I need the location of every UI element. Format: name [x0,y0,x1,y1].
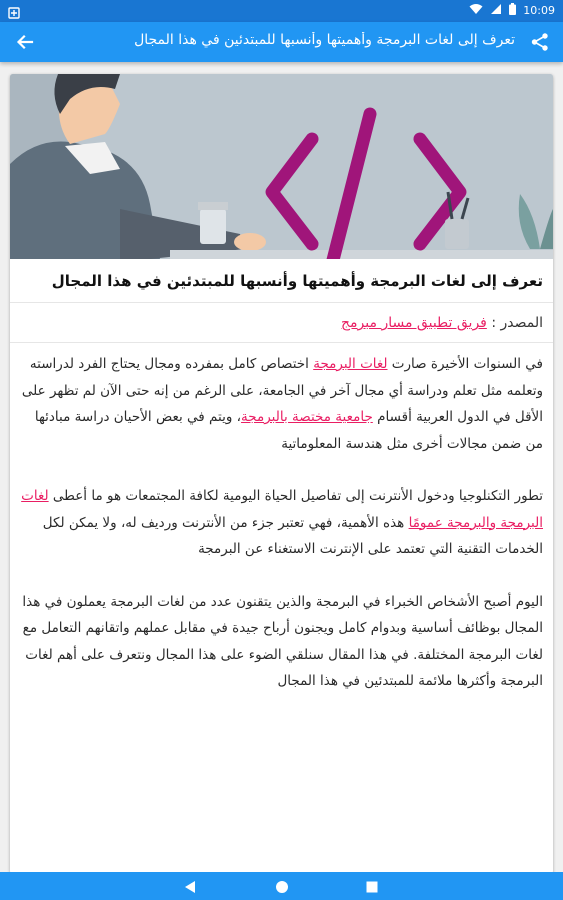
p2-text-2: هذه الأهمية، فهي تعتبر جزء من الأنترنت ورديف له، ولا يمكن لكل الخدمات التقنية التي تعتمد على الإنترنت الاستغناء عن البرمجة [42,514,543,557]
p3-text-1: اليوم أصبح الأشخاص الخبراء في البرمجة والذين يتقنون عدد من لغات البرمجة يعملون في هذا المجال بوظائف أساسية وبدوام كامل ويجنون أرباح جيدة في مقابل عملهم واتقانهم التعامل مع لغات البرمجة المختلفة. في هذا المقال سنلقي الضوء على هذا المجال ونتعرف على أهم لغات البرمجة وأكثرها ملائمة للمبتدئين في هذا المجال [22,593,543,689]
square-recents-icon[interactable] [365,879,379,893]
circle-home-icon[interactable] [275,879,289,893]
wifi-icon [469,3,483,18]
signal-icon [490,3,502,18]
article-card [10,74,553,874]
link-university-departments[interactable]: جامعية مختصة بالبرمجة [241,409,373,425]
p2-text-1: تطور التكنلوجيا ودخول الأنترنت إلى تفاصيل الحياة اليومية لكافة المجتمعات هو ما أعطى [48,488,543,504]
p1-text-3: ، ويتم في بعض الأحيان دراسة مبادئها من ضمن مجالات أخرى مثل هندسة المعلوماتية [34,409,543,452]
navigation-bar [0,872,563,900]
article-body [10,343,553,695]
paragraph-3 [20,589,543,695]
triangle-back-icon[interactable] [184,879,198,893]
app-bar [0,22,563,62]
battery-icon [509,3,516,18]
source-link[interactable]: فريق تطبيق مسار مبرمج [341,315,487,331]
notification-icon [8,4,20,23]
hero-image [10,74,553,259]
source-label: المصدر : [486,315,543,331]
app-bar-title: تعرف إلى لغات البرمجة وأهميتها وأنسبها للمبتدئين في هذا المجال [134,32,515,48]
paragraph-1 [20,351,543,457]
share-icon[interactable] [529,31,551,53]
arrow-left-icon[interactable] [14,31,36,53]
p1-text-1: في السنوات الأخيرة صارت [387,356,543,372]
paragraph-2 [20,483,543,563]
clock: 10:09 [523,4,555,17]
link-programming-general[interactable]: لغات البرمجة والبرمجة عمومًا [21,488,543,531]
source-line [10,303,553,343]
status-bar [0,0,563,22]
p1-text-2: اختصاص كامل بمفرده ومجال يحتاج الفرد لدراسته وتعلمه مثل تعلم ودراسة أي مجال آخر في الجامعة، على الرغم من إنه حتى الآن لم تظهر على الأقل في الدول العربية أقسام [21,356,543,425]
article-title: تعرف إلى لغات البرمجة وأهميتها وأنسبها للمبتدئين في هذا المجال [10,259,553,303]
link-programming-languages[interactable]: لغات البرمجة [313,356,388,372]
